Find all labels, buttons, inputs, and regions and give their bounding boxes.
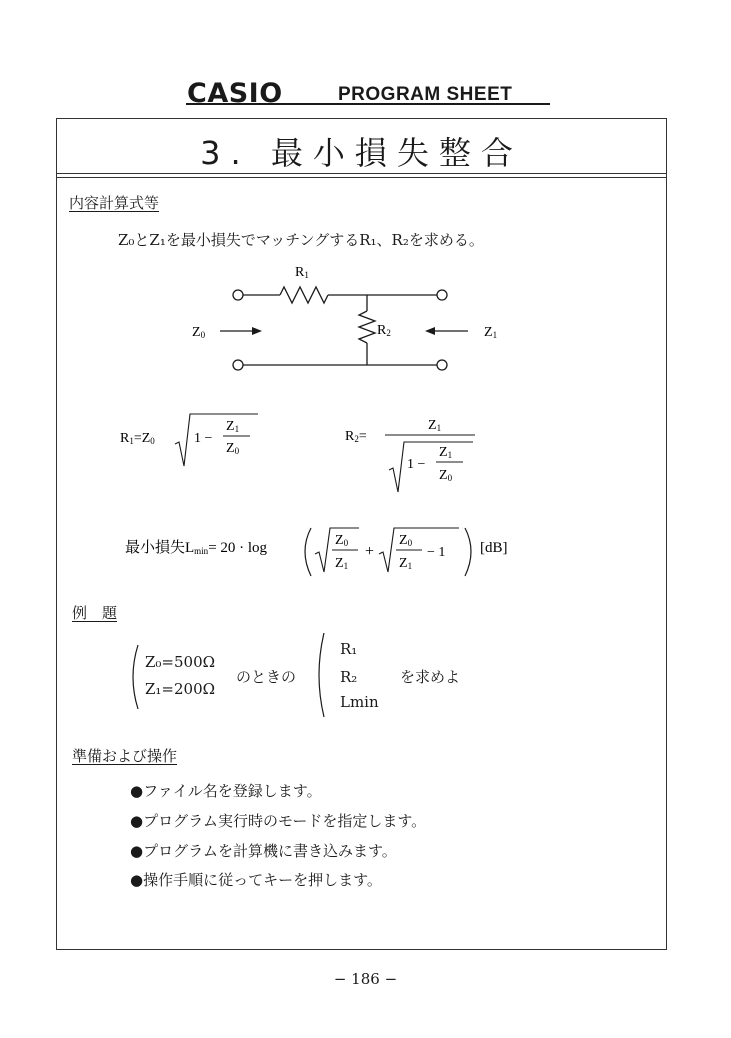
terminal-top-left xyxy=(233,290,243,300)
terminal-bottom-right xyxy=(437,360,447,370)
svg-text:Z0: Z0 xyxy=(399,533,413,548)
target-r1: R₁ xyxy=(340,640,358,658)
target-r2: R₂ xyxy=(340,668,358,686)
svg-text:− 1: − 1 xyxy=(427,545,446,560)
svg-text:R1=Z0: R1=Z0 xyxy=(120,431,155,446)
svg-text:Z0: Z0 xyxy=(226,441,240,456)
title-divider xyxy=(56,173,667,174)
step-item: ●操作手順に従ってキーを押します。 xyxy=(130,871,382,889)
resistor-r1 xyxy=(280,287,328,303)
title-divider-thin xyxy=(56,177,667,178)
svg-text:1 −: 1 − xyxy=(194,431,213,446)
example-heading: 例 題 xyxy=(72,604,118,622)
step-item: ●プログラムを計算機に書き込みます。 xyxy=(130,842,397,860)
svg-text:R2=: R2= xyxy=(345,429,367,444)
svg-text:+: + xyxy=(365,543,375,560)
step-item: ●ファイル名を登録します。 xyxy=(130,782,322,800)
svg-text:Z0: Z0 xyxy=(439,468,453,483)
resistor-r2 xyxy=(359,311,375,343)
target-lmin: Lmin xyxy=(340,693,379,711)
circuit-diagram xyxy=(180,258,520,378)
example-ask: を求めよ xyxy=(400,668,461,686)
example-z1: Z₁=200Ω xyxy=(145,680,216,698)
svg-text:Z1: Z1 xyxy=(226,419,240,434)
terminal-top-right xyxy=(437,290,447,300)
terminal-bottom-left xyxy=(233,360,243,370)
svg-text:Z1: Z1 xyxy=(399,556,413,571)
example-when: のときの xyxy=(236,668,297,686)
content-heading: 内容計算式等 xyxy=(69,194,160,212)
label-r1: R1 xyxy=(295,265,309,280)
svg-text:1 −: 1 − xyxy=(407,457,426,472)
intro-text: Z₀とZ₁を最小損失でマッチングするR₁、R₂を求める。 xyxy=(118,231,484,249)
svg-text:Z0: Z0 xyxy=(335,533,349,548)
formula-r2 xyxy=(345,410,485,495)
example-z0: Z₀=500Ω xyxy=(145,653,216,671)
svg-text:Z1: Z1 xyxy=(428,418,442,433)
brace-right xyxy=(310,630,334,720)
page-number: − 186 − xyxy=(333,970,398,988)
label-z1: Z1 xyxy=(484,325,498,340)
program-sheet-label: PROGRAM SHEET xyxy=(338,84,513,105)
svg-text:Z1: Z1 xyxy=(335,556,349,571)
casio-logo: CASIO xyxy=(187,78,283,109)
label-z0: Z0 xyxy=(192,325,206,340)
svg-text:[dB]: [dB] xyxy=(480,540,508,556)
svg-text:Z1: Z1 xyxy=(439,445,453,460)
page-title: 3. 最小損失整合 xyxy=(200,134,523,172)
header-rule xyxy=(186,103,550,105)
prep-heading: 準備および操作 xyxy=(72,747,178,765)
label-r2: R2 xyxy=(377,323,391,338)
formula-r1 xyxy=(120,410,280,470)
step-item: ●プログラム実行時のモードを指定します。 xyxy=(130,812,427,830)
svg-text:最小損失Lmin= 20 · log: 最小損失Lmin= 20 · log xyxy=(125,540,268,556)
formula-loss xyxy=(125,522,525,582)
